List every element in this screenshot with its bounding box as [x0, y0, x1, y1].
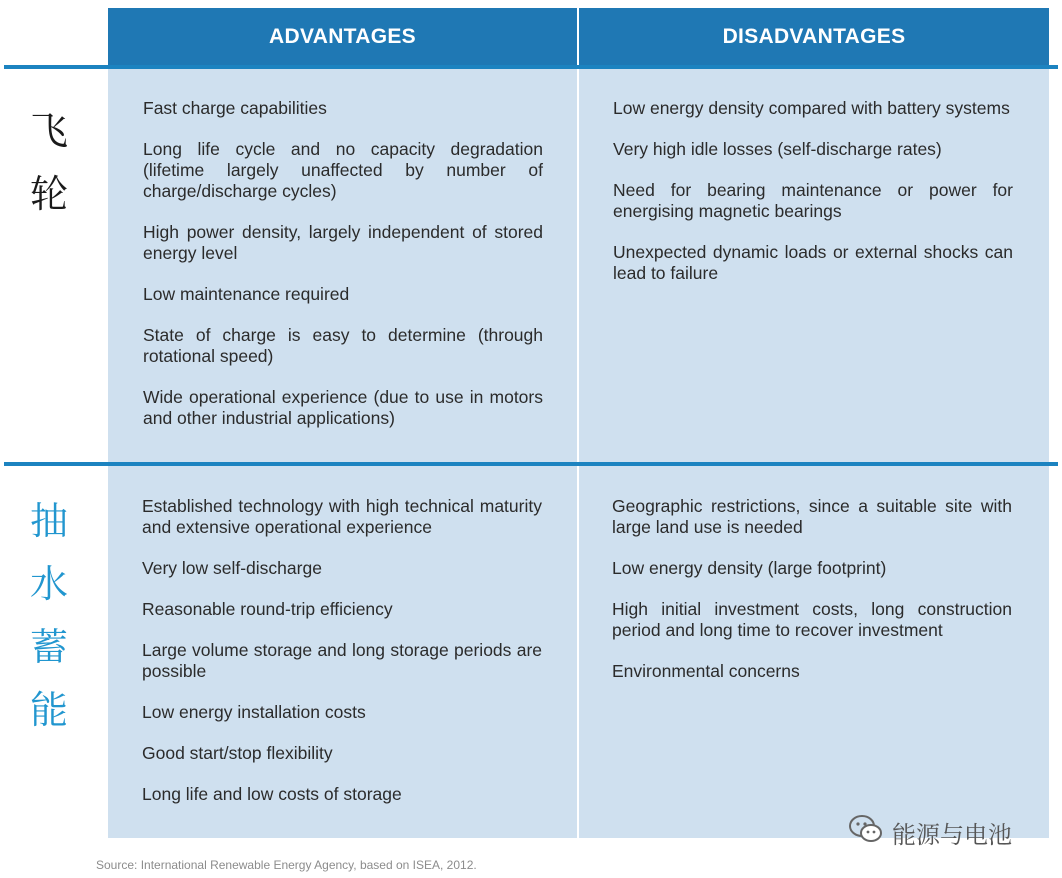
pumped-hydro-label: [0, 490, 98, 742]
list-item: Good start/stop flexibility: [142, 743, 333, 763]
column-divider: [577, 69, 579, 462]
pumped-hydro-advantages-list: [142, 496, 542, 825]
list-item: Long life cycle and no capacity degradation (lifetime largely unaffected by number of charge/discharge cycles): [143, 139, 543, 201]
list-item: Geographic restrictions, since a suitable site with large land use is needed: [612, 496, 1012, 537]
disadvantages-header-text: DISADVANTAGES: [722, 25, 906, 48]
column-divider: [577, 466, 579, 838]
list-item: Environmental concerns: [612, 661, 800, 681]
pumped-hydro-label-char: 能: [29, 688, 68, 732]
pumped-hydro-label-char: 抽: [29, 499, 68, 543]
advantages-header: [108, 8, 577, 66]
flywheel-label-char: 飞: [29, 109, 68, 153]
list-item: Very low self-discharge: [142, 558, 322, 578]
list-item: Very high idle losses (self-discharge rates): [613, 139, 942, 159]
flywheel-label: [0, 100, 98, 226]
list-item: Large volume storage and long storage periods are possible: [142, 640, 542, 681]
list-item: Need for bearing maintenance or power for energising magnetic bearings: [613, 180, 1013, 221]
flywheel-label-char: 轮: [29, 172, 68, 216]
list-item: Wide operational experience (due to use in motors and other industrial applications): [143, 387, 543, 428]
watermark-text: 能源与电池: [892, 820, 1012, 849]
list-item: High initial investment costs, long construction period and long time to recover investment: [612, 599, 1012, 640]
list-item: State of charge is easy to determine (through rotational speed): [143, 325, 543, 366]
list-item: Low energy density (large footprint): [612, 558, 887, 578]
disadvantages-header: [579, 8, 1049, 66]
advantages-header-text: ADVANTAGES: [269, 25, 416, 48]
wechat-icon: [848, 814, 884, 850]
list-item: Long life and low costs of storage: [142, 784, 402, 804]
source-note: Source: International Renewable Energy Agency, based on ISEA, 2012.: [96, 858, 477, 872]
watermark: [848, 814, 1012, 850]
pumped-hydro-label-char: 蓄: [29, 625, 68, 669]
flywheel-advantages-list: [143, 98, 543, 449]
list-item: Low energy installation costs: [142, 702, 366, 722]
pumped-hydro-disadvantages-list: [612, 496, 1012, 702]
list-item: Fast charge capabilities: [143, 98, 327, 118]
list-item: Established technology with high technical maturity and extensive operational experience: [142, 496, 542, 537]
flywheel-disadvantages-list: [613, 98, 1013, 304]
list-item: Low energy density compared with battery systems: [613, 98, 1010, 118]
list-item: Low maintenance required: [143, 284, 350, 304]
pumped-hydro-label-char: 水: [29, 562, 68, 606]
list-item: Unexpected dynamic loads or external shocks can lead to failure: [613, 242, 1013, 283]
list-item: Reasonable round-trip efficiency: [142, 599, 393, 619]
list-item: High power density, largely independent of stored energy level: [143, 222, 543, 263]
